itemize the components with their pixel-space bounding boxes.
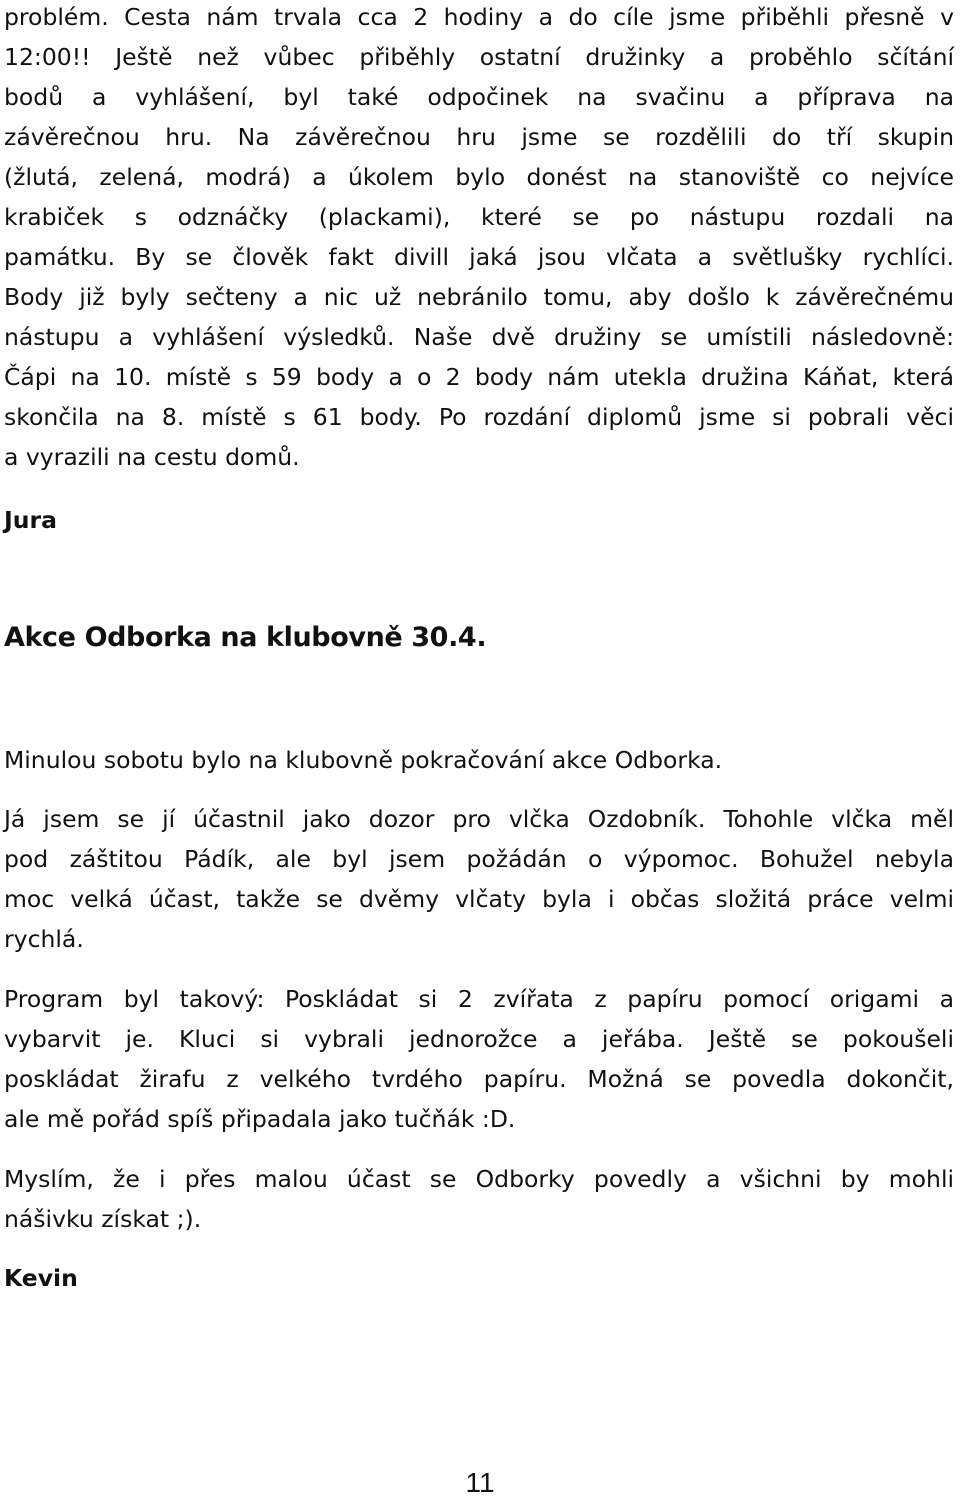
text-line: Já jsem se jí účastnil jako dozor pro vlčka Ozdobník. Tohohle vlčka měl [4, 805, 954, 833]
text-line: Minulou sobotu bylo na klubovně pokračování akce Odborka. [4, 746, 723, 774]
page-number: 11 [465, 1467, 495, 1498]
text-line: 12:00!! Ještě než vůbec přiběhly ostatní družinky a proběhlo sčítání [4, 43, 954, 71]
text-line: krabiček s odznáčky (plackami), které se po nástupu rozdali na [4, 203, 954, 231]
text-line: nášivku získat ;). [4, 1205, 202, 1233]
text-line: rychlá. [4, 925, 84, 953]
text-line: Myslím, že i přes malou účast se Odborky povedly a všichni by mohli [4, 1165, 954, 1193]
text-line: moc velká účast, takže se dvěmy vlčaty byla i občas složitá práce velmi [4, 885, 954, 913]
text-line: problém. Cesta nám trvala cca 2 hodiny a do cíle jsme přiběhli přesně v [4, 3, 954, 31]
text-line: poskládat žirafu z velkého tvrdého papíru. Možná se povedla dokončit, [4, 1065, 954, 1093]
article-2-title: Akce Odborka na klubovně 30.4. [4, 622, 487, 653]
text-line: ale mě pořád spíš připadala jako tučňák :D. [4, 1105, 516, 1133]
text-line: Program byl takový: Poskládat si 2 zvířata z papíru pomocí origami a [4, 985, 954, 1013]
text-line: bodů a vyhlášení, byl také odpočinek na svačinu a příprava na [4, 83, 954, 111]
text-line: pod záštitou Pádík, ale byl jsem požádán o výpomoc. Bohužel nebyla [4, 845, 954, 873]
text-line: Čápi na 10. místě s 59 body a o 2 body nám utekla družina Káňat, která [4, 363, 954, 391]
text-line: nástupu a vyhlášení výsledků. Naše dvě družiny se umístili následovně: [4, 323, 954, 351]
article-2-author: Kevin [4, 1264, 78, 1292]
text-line: skončila na 8. místě s 61 body. Po rozdání diplomů jsme si pobrali věci [4, 403, 954, 431]
text-line: závěrečnou hru. Na závěrečnou hru jsme se rozdělili do tří skupin [4, 123, 954, 151]
text-line: a vyrazili na cestu domů. [4, 443, 300, 471]
text-line: (žlutá, zelená, modrá) a úkolem bylo donést na stanoviště co nejvíce [4, 163, 954, 191]
text-line: památku. By se člověk fakt divill jaká jsou vlčata a světlušky rychlíci. [4, 243, 954, 271]
text-line: vybarvit je. Kluci si vybrali jednorožce a jeřába. Ještě se pokoušeli [4, 1025, 954, 1053]
text-line: Body již byly sečteny a nic už nebránilo tomu, aby došlo k závěrečnému [4, 283, 954, 311]
article-1-author: Jura [4, 506, 57, 534]
